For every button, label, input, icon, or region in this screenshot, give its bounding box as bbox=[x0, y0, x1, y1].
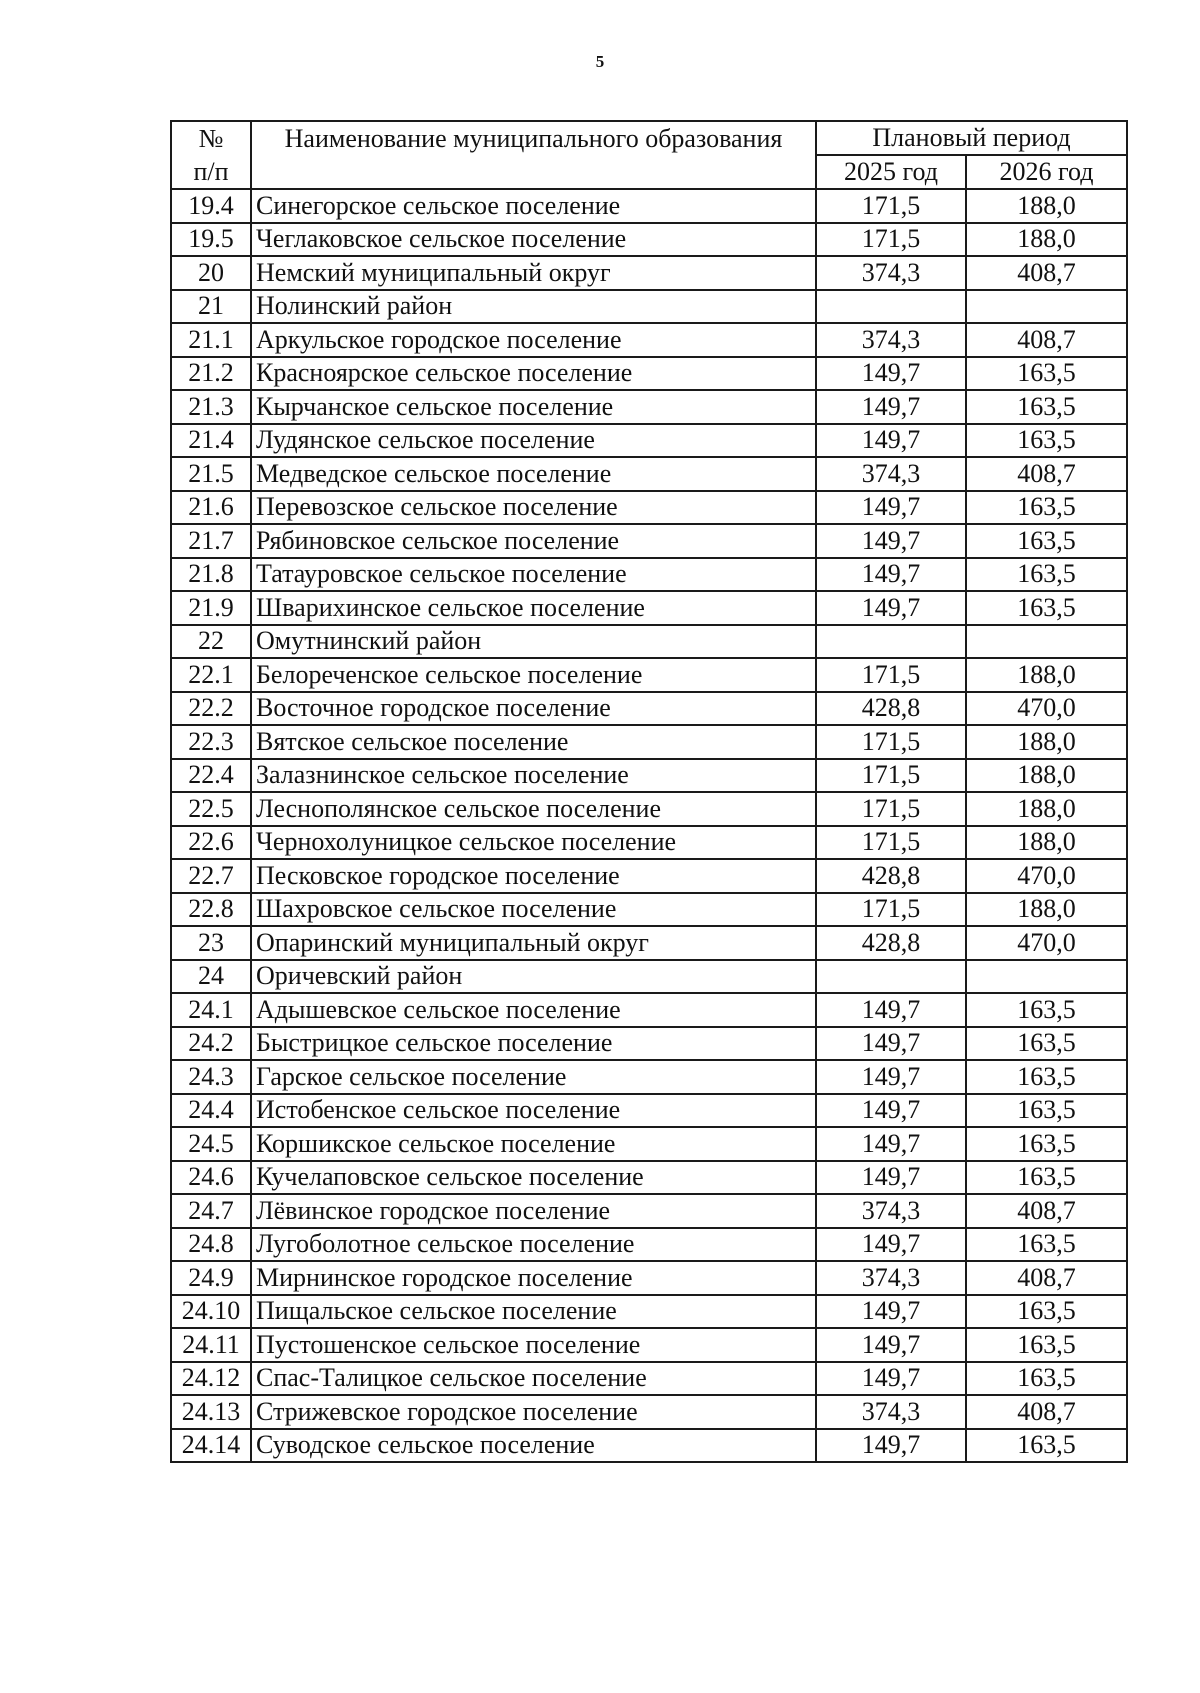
value-2026: 470,0 bbox=[966, 692, 1127, 726]
municipality-name: Леснополянское сельское поселение bbox=[251, 792, 816, 826]
municipality-name: Стрижевское городское поселение bbox=[251, 1395, 816, 1429]
table-row bbox=[171, 491, 1127, 525]
table-row bbox=[171, 223, 1127, 257]
municipality-name: Лудянское сельское поселение bbox=[251, 424, 816, 458]
value-2025: 149,7 bbox=[816, 558, 966, 592]
value-2025: 149,7 bbox=[816, 591, 966, 625]
value-2026: 163,5 bbox=[966, 524, 1127, 558]
row-number: 22.6 bbox=[171, 826, 251, 860]
table-row bbox=[171, 1429, 1127, 1463]
header-num-symbol: № bbox=[171, 121, 251, 155]
row-number: 21.9 bbox=[171, 591, 251, 625]
value-2026: 408,7 bbox=[966, 323, 1127, 357]
value-2025: 374,3 bbox=[816, 323, 966, 357]
value-2026: 470,0 bbox=[966, 926, 1127, 960]
table-row bbox=[171, 1328, 1127, 1362]
value-2026: 188,0 bbox=[966, 223, 1127, 257]
header-name-blank bbox=[251, 155, 816, 189]
table-row bbox=[171, 1060, 1127, 1094]
value-2026: 163,5 bbox=[966, 1127, 1127, 1161]
value-2025: 149,7 bbox=[816, 1362, 966, 1396]
table-row bbox=[171, 524, 1127, 558]
municipality-name: Песковское городское поселение bbox=[251, 859, 816, 893]
municipality-name: Лугоболотное сельское поселение bbox=[251, 1228, 816, 1262]
value-2025: 171,5 bbox=[816, 893, 966, 927]
municipality-name: Татауровское сельское поселение bbox=[251, 558, 816, 592]
row-number: 21.8 bbox=[171, 558, 251, 592]
header-num-abbrev: п/п bbox=[171, 155, 251, 189]
value-2026: 470,0 bbox=[966, 859, 1127, 893]
value-2026: 408,7 bbox=[966, 1194, 1127, 1228]
value-2026: 408,7 bbox=[966, 1395, 1127, 1429]
value-2025: 149,7 bbox=[816, 1328, 966, 1362]
municipality-name: Кырчанское сельское поселение bbox=[251, 390, 816, 424]
row-number: 22.8 bbox=[171, 893, 251, 927]
municipality-name: Шахровское сельское поселение bbox=[251, 893, 816, 927]
table-row bbox=[171, 960, 1127, 994]
municipality-name: Опаринский муниципальный округ bbox=[251, 926, 816, 960]
table-row bbox=[171, 859, 1127, 893]
table-row bbox=[171, 792, 1127, 826]
value-2026: 163,5 bbox=[966, 993, 1127, 1027]
municipality-name: Спас-Талицкое сельское поселение bbox=[251, 1362, 816, 1396]
value-2026: 188,0 bbox=[966, 759, 1127, 793]
table-row bbox=[171, 1127, 1127, 1161]
value-2026: 163,5 bbox=[966, 491, 1127, 525]
value-2025: 374,3 bbox=[816, 457, 966, 491]
value-2025: 171,5 bbox=[816, 189, 966, 223]
value-2026: 163,5 bbox=[966, 1094, 1127, 1128]
value-2026: 188,0 bbox=[966, 725, 1127, 759]
municipality-name: Красноярское сельское поселение bbox=[251, 357, 816, 391]
value-2026: 163,5 bbox=[966, 1328, 1127, 1362]
value-2025 bbox=[816, 960, 966, 994]
value-2026 bbox=[966, 290, 1127, 324]
table-row bbox=[171, 1295, 1127, 1329]
value-2025: 149,7 bbox=[816, 1094, 966, 1128]
municipality-name: Лёвинское городское поселение bbox=[251, 1194, 816, 1228]
municipality-name: Шварихинское сельское поселение bbox=[251, 591, 816, 625]
page-number: 5 bbox=[595, 52, 605, 71]
table-row bbox=[171, 1395, 1127, 1429]
value-2026: 188,0 bbox=[966, 792, 1127, 826]
value-2026: 163,5 bbox=[966, 1060, 1127, 1094]
value-2026: 163,5 bbox=[966, 390, 1127, 424]
row-number: 24.1 bbox=[171, 993, 251, 1027]
value-2025 bbox=[816, 290, 966, 324]
municipality-name: Гарское сельское поселение bbox=[251, 1060, 816, 1094]
value-2026: 188,0 bbox=[966, 189, 1127, 223]
value-2025: 149,7 bbox=[816, 1161, 966, 1195]
municipality-name: Оричевский район bbox=[251, 960, 816, 994]
municipality-name: Коршикское сельское поселение bbox=[251, 1127, 816, 1161]
row-number: 22.1 bbox=[171, 658, 251, 692]
row-number: 24.12 bbox=[171, 1362, 251, 1396]
table-row bbox=[171, 1362, 1127, 1396]
table-row bbox=[171, 323, 1127, 357]
row-number: 20 bbox=[171, 256, 251, 290]
value-2025: 374,3 bbox=[816, 1194, 966, 1228]
row-number: 21.1 bbox=[171, 323, 251, 357]
row-number: 22.7 bbox=[171, 859, 251, 893]
value-2025: 428,8 bbox=[816, 926, 966, 960]
municipality-name: Мирнинское городское поселение bbox=[251, 1261, 816, 1295]
municipality-name: Немский муниципальный округ bbox=[251, 256, 816, 290]
header-year-2025: 2025 год bbox=[816, 155, 966, 189]
row-number: 21.2 bbox=[171, 357, 251, 391]
value-2025 bbox=[816, 625, 966, 659]
row-number: 21 bbox=[171, 290, 251, 324]
value-2026 bbox=[966, 625, 1127, 659]
value-2026: 163,5 bbox=[966, 1429, 1127, 1463]
value-2026: 163,5 bbox=[966, 424, 1127, 458]
municipality-name: Кучелаповское сельское поселение bbox=[251, 1161, 816, 1195]
value-2026: 163,5 bbox=[966, 1295, 1127, 1329]
row-number: 24 bbox=[171, 960, 251, 994]
table-row bbox=[171, 893, 1127, 927]
municipality-name: Рябиновское сельское поселение bbox=[251, 524, 816, 558]
table-row bbox=[171, 424, 1127, 458]
header-row-bottom bbox=[171, 155, 1127, 189]
table-row bbox=[171, 692, 1127, 726]
value-2026: 163,5 bbox=[966, 1161, 1127, 1195]
header-name: Наименование муниципального образования bbox=[251, 121, 816, 155]
municipality-name: Залазнинское сельское поселение bbox=[251, 759, 816, 793]
value-2025: 149,7 bbox=[816, 491, 966, 525]
value-2025: 149,7 bbox=[816, 1060, 966, 1094]
table-row bbox=[171, 1261, 1127, 1295]
table-row bbox=[171, 591, 1127, 625]
value-2026: 408,7 bbox=[966, 256, 1127, 290]
value-2026 bbox=[966, 960, 1127, 994]
table-row bbox=[171, 558, 1127, 592]
value-2025: 428,8 bbox=[816, 692, 966, 726]
municipality-name: Чернохолуницкое сельское поселение bbox=[251, 826, 816, 860]
table-row bbox=[171, 1228, 1127, 1262]
municipality-name: Пищальское сельское поселение bbox=[251, 1295, 816, 1329]
row-number: 24.10 bbox=[171, 1295, 251, 1329]
municipality-name: Восточное городское поселение bbox=[251, 692, 816, 726]
header-planning-period: Плановый период bbox=[816, 121, 1127, 155]
value-2025: 149,7 bbox=[816, 993, 966, 1027]
header-year-2026: 2026 год bbox=[966, 155, 1127, 189]
row-number: 22.3 bbox=[171, 725, 251, 759]
table-row bbox=[171, 256, 1127, 290]
table-row bbox=[171, 1194, 1127, 1228]
value-2025: 171,5 bbox=[816, 826, 966, 860]
row-number: 24.7 bbox=[171, 1194, 251, 1228]
value-2026: 408,7 bbox=[966, 1261, 1127, 1295]
municipality-name: Синегорское сельское поселение bbox=[251, 189, 816, 223]
municipality-name: Пустошенское сельское поселение bbox=[251, 1328, 816, 1362]
table-row bbox=[171, 1094, 1127, 1128]
row-number: 22.4 bbox=[171, 759, 251, 793]
table-row bbox=[171, 926, 1127, 960]
row-number: 24.2 bbox=[171, 1027, 251, 1061]
table-row bbox=[171, 826, 1127, 860]
table-row bbox=[171, 658, 1127, 692]
table-row bbox=[171, 189, 1127, 223]
row-number: 21.6 bbox=[171, 491, 251, 525]
municipality-name: Истобенское сельское поселение bbox=[251, 1094, 816, 1128]
table-row bbox=[171, 357, 1127, 391]
row-number: 21.4 bbox=[171, 424, 251, 458]
value-2026: 163,5 bbox=[966, 591, 1127, 625]
value-2025: 149,7 bbox=[816, 1228, 966, 1262]
row-number: 22.2 bbox=[171, 692, 251, 726]
row-number: 24.8 bbox=[171, 1228, 251, 1262]
municipality-name: Белореченское сельское поселение bbox=[251, 658, 816, 692]
row-number: 23 bbox=[171, 926, 251, 960]
table-row bbox=[171, 759, 1127, 793]
header-row-top bbox=[171, 121, 1127, 155]
value-2026: 163,5 bbox=[966, 357, 1127, 391]
value-2025: 171,5 bbox=[816, 759, 966, 793]
row-number: 24.13 bbox=[171, 1395, 251, 1429]
row-number: 22.5 bbox=[171, 792, 251, 826]
value-2025: 149,7 bbox=[816, 524, 966, 558]
value-2025: 149,7 bbox=[816, 390, 966, 424]
value-2026: 188,0 bbox=[966, 826, 1127, 860]
table-row bbox=[171, 1161, 1127, 1195]
municipality-name: Чеглаковское сельское поселение bbox=[251, 223, 816, 257]
value-2025: 171,5 bbox=[816, 725, 966, 759]
row-number: 24.5 bbox=[171, 1127, 251, 1161]
table-row bbox=[171, 390, 1127, 424]
value-2026: 188,0 bbox=[966, 658, 1127, 692]
row-number: 24.14 bbox=[171, 1429, 251, 1463]
value-2026: 188,0 bbox=[966, 893, 1127, 927]
table-row bbox=[171, 290, 1127, 324]
table-row bbox=[171, 457, 1127, 491]
value-2025: 171,5 bbox=[816, 223, 966, 257]
row-number: 24.6 bbox=[171, 1161, 251, 1195]
row-number: 21.7 bbox=[171, 524, 251, 558]
municipality-name: Адышевское сельское поселение bbox=[251, 993, 816, 1027]
row-number: 24.3 bbox=[171, 1060, 251, 1094]
row-number: 21.5 bbox=[171, 457, 251, 491]
value-2025: 149,7 bbox=[816, 1295, 966, 1329]
row-number: 24.9 bbox=[171, 1261, 251, 1295]
value-2025: 149,7 bbox=[816, 424, 966, 458]
row-number: 21.3 bbox=[171, 390, 251, 424]
row-number: 24.11 bbox=[171, 1328, 251, 1362]
table-row bbox=[171, 725, 1127, 759]
municipality-name: Перевозское сельское поселение bbox=[251, 491, 816, 525]
budget-table bbox=[170, 120, 1128, 1463]
table-row bbox=[171, 993, 1127, 1027]
value-2025: 149,7 bbox=[816, 1027, 966, 1061]
municipality-name: Суводское сельское поселение bbox=[251, 1429, 816, 1463]
value-2025: 149,7 bbox=[816, 1127, 966, 1161]
value-2025: 428,8 bbox=[816, 859, 966, 893]
municipality-name: Омутнинский район bbox=[251, 625, 816, 659]
value-2026: 163,5 bbox=[966, 558, 1127, 592]
value-2025: 374,3 bbox=[816, 1395, 966, 1429]
value-2026: 408,7 bbox=[966, 457, 1127, 491]
value-2025: 149,7 bbox=[816, 357, 966, 391]
value-2026: 163,5 bbox=[966, 1027, 1127, 1061]
value-2025: 171,5 bbox=[816, 792, 966, 826]
municipality-name: Медведское сельское поселение bbox=[251, 457, 816, 491]
municipality-name: Быстрицкое сельское поселение bbox=[251, 1027, 816, 1061]
municipality-name: Нолинский район bbox=[251, 290, 816, 324]
row-number: 22 bbox=[171, 625, 251, 659]
row-number: 19.4 bbox=[171, 189, 251, 223]
value-2025: 374,3 bbox=[816, 256, 966, 290]
value-2026: 163,5 bbox=[966, 1362, 1127, 1396]
municipality-name: Вятское сельское поселение bbox=[251, 725, 816, 759]
value-2026: 163,5 bbox=[966, 1228, 1127, 1262]
value-2025: 171,5 bbox=[816, 658, 966, 692]
row-number: 19.5 bbox=[171, 223, 251, 257]
value-2025: 149,7 bbox=[816, 1429, 966, 1463]
municipality-name: Аркульское городское поселение bbox=[251, 323, 816, 357]
row-number: 24.4 bbox=[171, 1094, 251, 1128]
value-2025: 374,3 bbox=[816, 1261, 966, 1295]
table-row bbox=[171, 1027, 1127, 1061]
table-row bbox=[171, 625, 1127, 659]
